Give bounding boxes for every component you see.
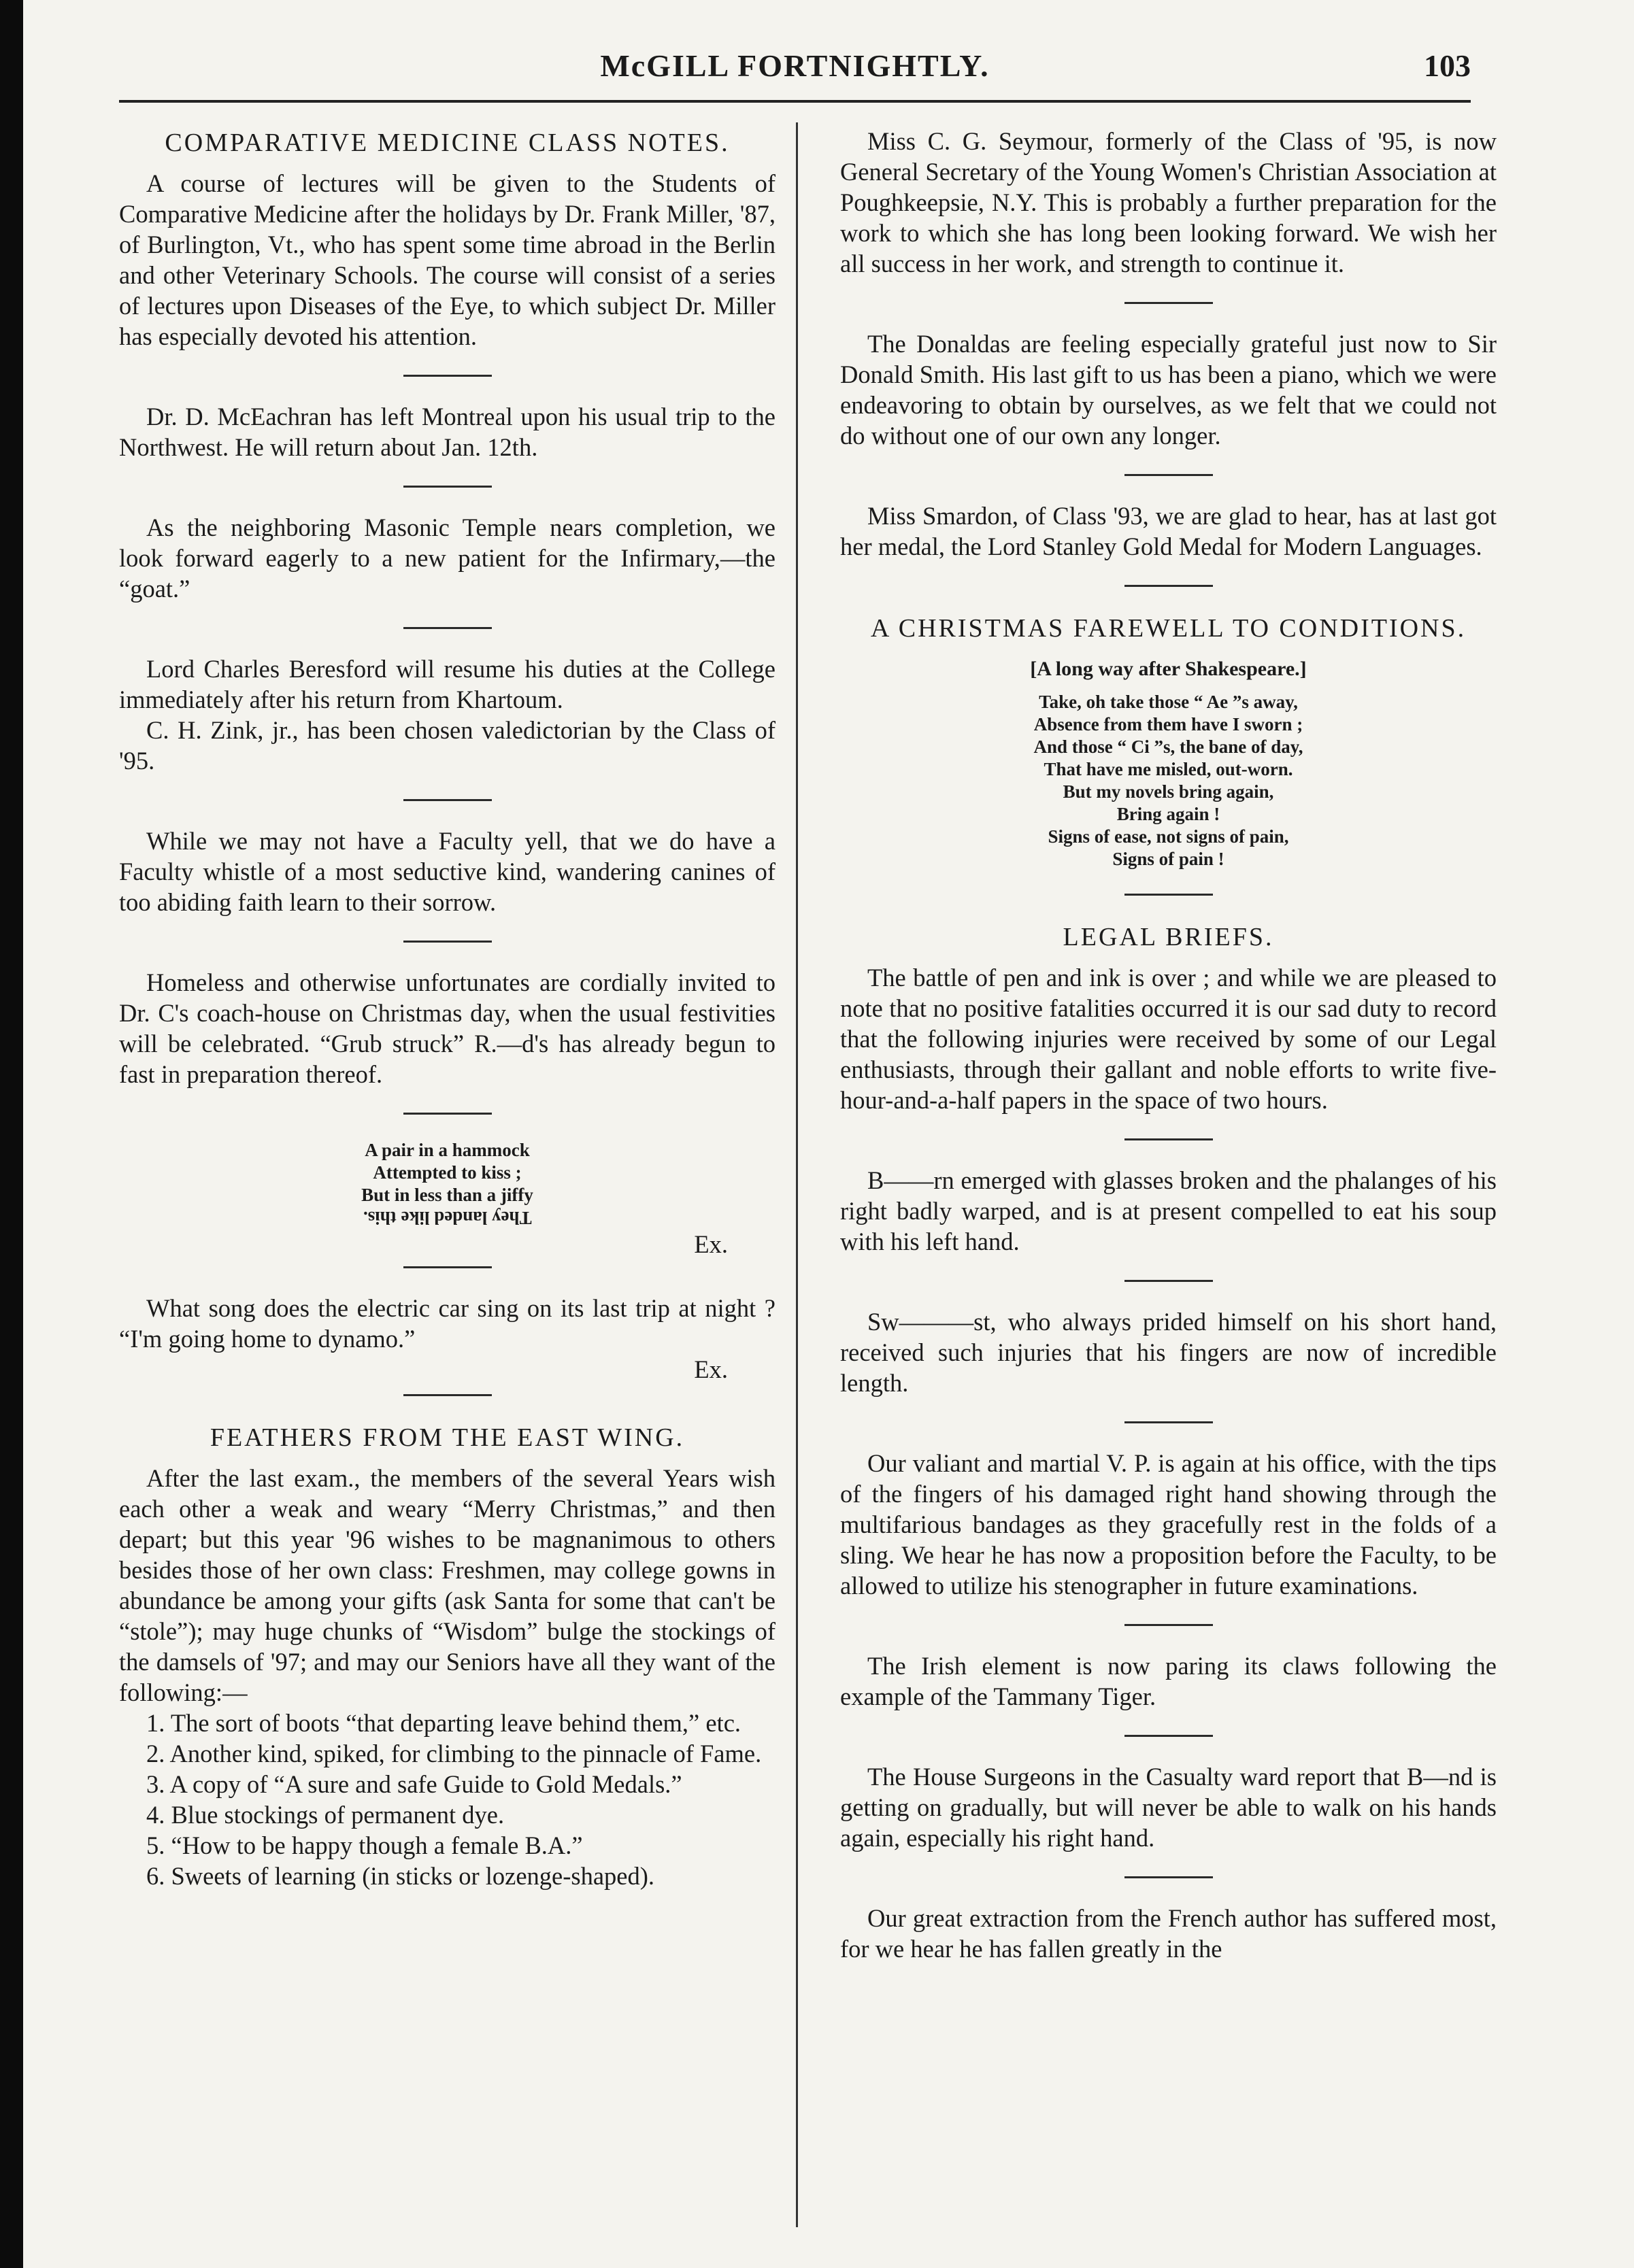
paragraph: The battle of pen and ink is over ; and while we are pleased to note that no positive fatalities occurred it is our sad duty to record that the following injuries were received by some of our Legal enthusiasts, through their gallant and noble efforts to write five-hour-and-a-half papers in the space of two hours.: [840, 964, 1497, 1114]
list-item: 3. A copy of “A sure and safe Guide to Gold Medals.”: [146, 1770, 682, 1798]
poem-line: Take, oh take those “ Ae ”s away,: [1039, 692, 1298, 712]
paragraph: The Donaldas are feeling especially grateful just now to Sir Donald Smith. His last gift to us has been a piano, which we were endeavoring to obtain by ourselves, as we felt that we could not do without one of our own any longer.: [840, 330, 1497, 450]
heading-legal-briefs: LEGAL BRIEFS.: [1063, 923, 1274, 951]
page-number: 103: [1424, 48, 1471, 83]
column-divider: [796, 122, 798, 2227]
heading-east-wing: FEATHERS FROM THE EAST WING.: [210, 1423, 685, 1452]
separator: [403, 627, 492, 629]
poem-line: Absence from them have I sworn ;: [1033, 714, 1303, 734]
list: [119, 1708, 776, 1891]
poem-line: But my novels bring again,: [1063, 781, 1274, 802]
christmas-poem: [840, 691, 1497, 870]
paragraph: After the last exam., the members of the several Years wish each other a weak and weary “Merry Christmas,” and then depart; but this year '96 wishes to be magnanimous to others besides those of her own class: Freshmen, may college gowns in abundance be among your gifts (ask Santa for some that can't be “stole”); may huge chunks of “Wisdom” bulge the stockings of the damsels of '97; and may our Seniors have all they want of the following:—: [119, 1464, 776, 1706]
poem-line: A pair in a hammock: [365, 1140, 530, 1160]
poem-line: Bring again !: [1116, 804, 1220, 824]
separator: [403, 1394, 492, 1396]
separator: [1124, 1421, 1213, 1423]
left-column: [119, 126, 776, 1891]
separator: [1124, 1735, 1213, 1737]
journal-title: McGILL FORTNIGHTLY.: [600, 48, 990, 83]
paragraph: The House Surgeons in the Casualty ward report that B—nd is getting on gradually, but will never be able to walk on his hands again, especially his right hand.: [840, 1763, 1497, 1852]
hammock-poem: [119, 1139, 776, 1229]
separator: [403, 1113, 492, 1115]
paragraph: Dr. D. McEachran has left Montreal upon his usual trip to the Northwest. He will return about Jan. 12th.: [119, 403, 776, 461]
poem-line-upside-down: They landed like this.: [363, 1208, 532, 1228]
subheading: [A long way after Shakespeare.]: [1030, 658, 1307, 680]
separator: [403, 799, 492, 801]
binding-edge: [0, 0, 23, 2268]
separator: [1124, 894, 1213, 896]
poem-line: That have me misled, out-worn.: [1044, 759, 1293, 779]
paragraph: A course of lectures will be given to the Students of Comparative Medicine after the holidays by Dr. Frank Miller, '87, of Burlington, Vt., who has spent some time abroad in the Berlin and other Veterinary Schools. The course will consist of a series of lectures upon Diseases of the Eye, to which subject Dr. Miller has especially devoted his attention.: [119, 169, 776, 350]
list-item: 1. The sort of boots “that departing leave behind them,” etc.: [146, 1709, 741, 1737]
paragraph: The Irish element is now paring its claws following the example of the Tammany Tiger.: [840, 1652, 1497, 1710]
paragraph: Homeless and otherwise unfortunates are cordially invited to Dr. C's coach-house on Christmas day, when the usual festivities will be celebrated. “Grub struck” R.—d's has already begun to fast in preparation thereof.: [119, 968, 776, 1088]
right-column: [840, 126, 1497, 1964]
paragraph: Our valiant and martial V. P. is again at his office, with the tips of the fingers of his damaged right hand showing through the multifarious bandages as they gracefully rest in the folds of a sling. We hear he has now a proposition before the Faculty, to be allowed to utilize his stenographer in future examinations.: [840, 1449, 1497, 1600]
separator: [1124, 1280, 1213, 1282]
source-credit: Ex.: [694, 1355, 728, 1383]
list-item: 5. “How to be happy though a female B.A.”: [146, 1831, 583, 1859]
separator: [1124, 302, 1213, 304]
poem-line: Signs of pain !: [1112, 849, 1224, 869]
paragraph: C. H. Zink, jr., has been chosen valedictorian by the Class of '95.: [119, 716, 776, 775]
separator: [1124, 585, 1213, 587]
list-item: 4. Blue stockings of permanent dye.: [146, 1801, 505, 1829]
paragraph: What song does the electric car sing on its last trip at night ? “I'm going home to dynamo.”: [119, 1294, 776, 1353]
poem-line: Signs of ease, not signs of pain,: [1048, 826, 1289, 847]
paragraph: As the neighboring Masonic Temple nears completion, we look forward eagerly to a new patient for the Infirmary,—the “goat.”: [119, 513, 776, 603]
separator: [403, 941, 492, 943]
separator: [403, 1266, 492, 1268]
paragraph: While we may not have a Faculty yell, that we do have a Faculty whistle of a most seductive kind, wandering canines of too abiding faith learn to their sorrow.: [119, 827, 776, 916]
paragraph: Lord Charles Beresford will resume his duties at the College immediately after his return from Khartoum.: [119, 655, 776, 713]
separator: [1124, 1138, 1213, 1140]
paragraph: Sw———st, who always prided himself on his short hand, received such injuries that his fingers are now of incredible length.: [840, 1308, 1497, 1397]
poem-line: And those “ Ci ”s, the bane of day,: [1033, 737, 1303, 757]
separator: [403, 486, 492, 488]
heading-christmas-farewell: A CHRISTMAS FAREWELL TO CONDITIONS.: [870, 614, 1467, 643]
separator: [1124, 1624, 1213, 1626]
separator: [403, 375, 492, 377]
poem-line: Attempted to kiss ;: [373, 1162, 522, 1183]
paragraph: Miss Smardon, of Class '93, we are glad to hear, has at last got her medal, the Lord Stanley Gold Medal for Modern Languages.: [840, 502, 1497, 560]
separator: [1124, 474, 1213, 476]
header-rule: [119, 100, 1471, 103]
separator: [1124, 1876, 1213, 1878]
list-item: 6. Sweets of learning (in sticks or lozenge-shaped).: [146, 1862, 655, 1890]
paragraph: Our great extraction from the French author has suffered most, for we hear he has fallen greatly in the: [840, 1904, 1497, 1963]
list-item: 2. Another kind, spiked, for climbing to the pinnacle of Fame.: [146, 1740, 762, 1767]
paragraph: B——rn emerged with glasses broken and the phalanges of his right badly warped, and is at present compelled to eat his soup with his left hand.: [840, 1166, 1497, 1255]
heading-comparative-medicine: COMPARATIVE MEDICINE CLASS NOTES.: [165, 129, 730, 157]
page-header: [119, 42, 1471, 97]
paragraph: Miss C. G. Seymour, formerly of the Class of '95, is now General Secretary of the Young Women's Christian Association at Poughkeepsie, N.Y. This is probably a further preparation for the work to which she has long been looking forward. We wish her all success in her work, and strength to continue it.: [840, 127, 1497, 277]
source-credit: Ex.: [694, 1230, 728, 1258]
poem-line: But in less than a jiffy: [361, 1185, 533, 1205]
